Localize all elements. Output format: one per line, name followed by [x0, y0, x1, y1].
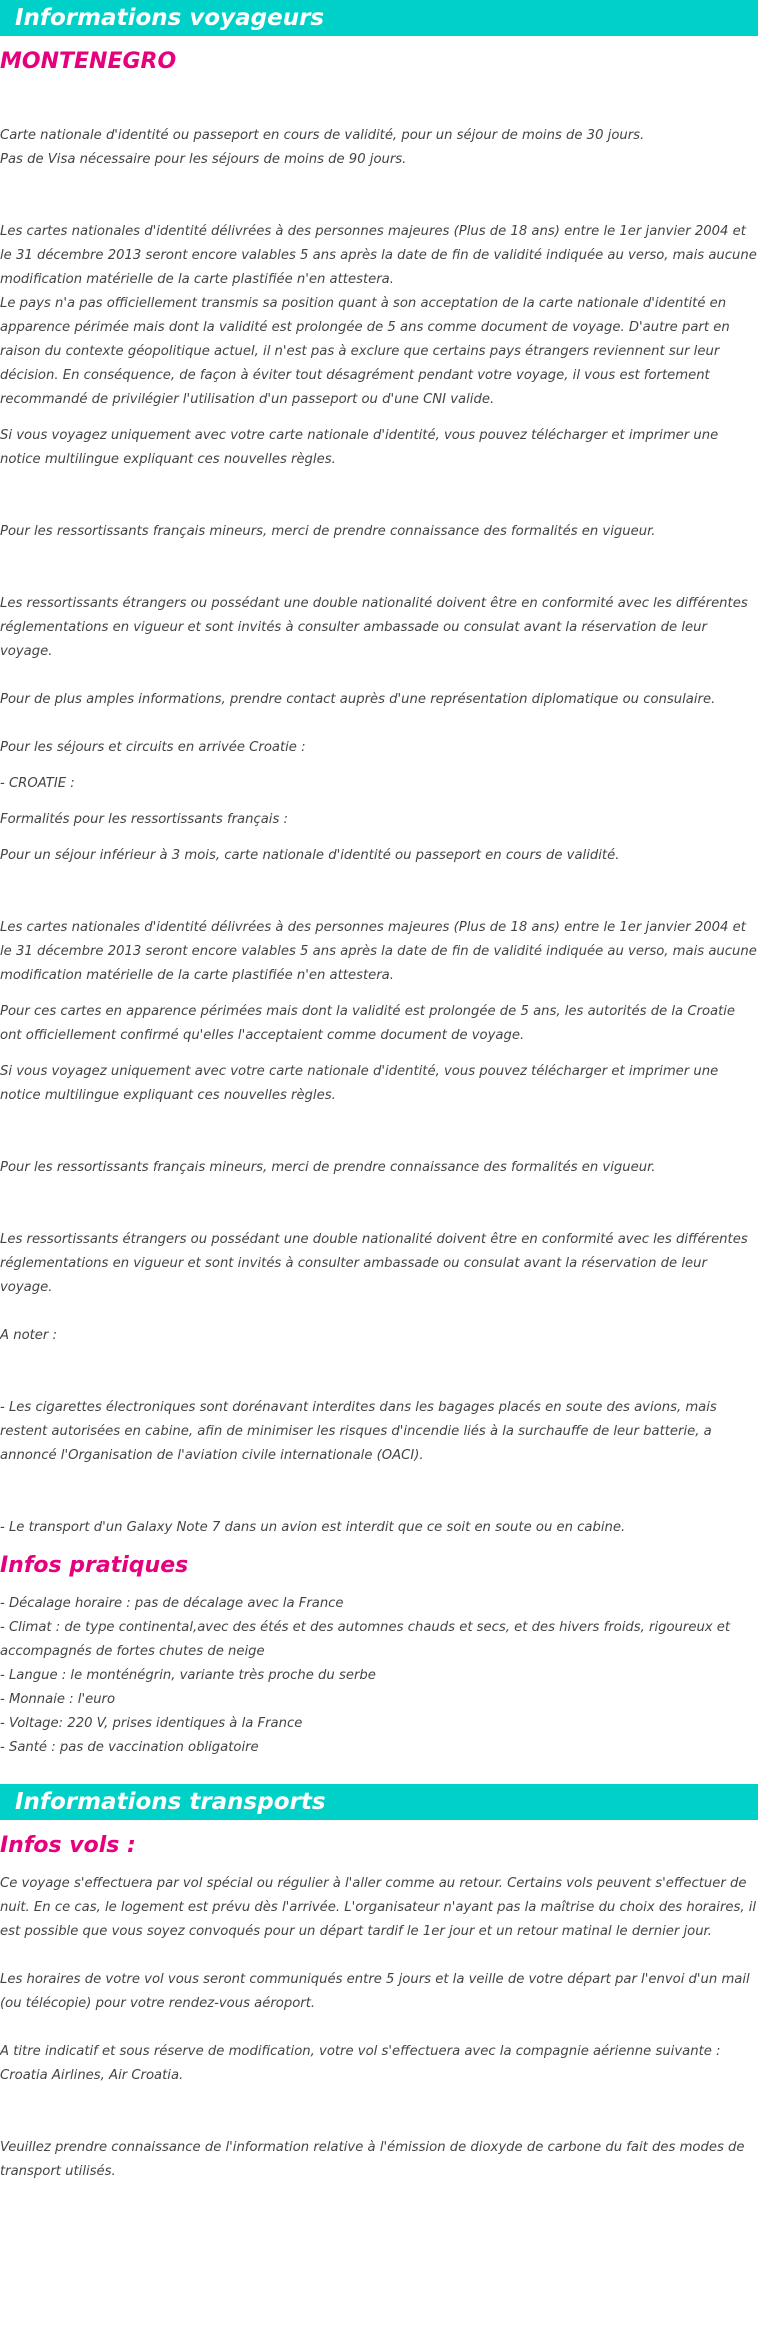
paragraph: Ce voyage s'effectuera par vol spécial ou régulier à l'aller comme au retour. Certains vols peuvent s'effectuer de nuit. En ce cas, le logement est prévu dès l'arrivée. L'organisateur n'ayant pas la maîtrise du choix des horaires, il est possible que vous soyez convoqués pour un départ tardif le 1er jour et un retour matinal le dernier jour. [0, 1876, 757, 1939]
paragraph: - Les cigarettes électroniques sont dorénavant interdites dans les bagages placés en soute des avions, mais restent autorisées en cabine, afin de minimiser les risques d'incendie liés à la surchauffe de leur batterie, a annoncé l'Organisation de l'aviation civile internationale (OACI). [0, 1400, 717, 1463]
list-item: - Monnaie : l'euro [0, 1692, 116, 1707]
paragraph: Pour de plus amples informations, prendre contact auprès d'une représentation diplomatique ou consulaire. [0, 692, 716, 707]
list-item: - Langue : le monténégrin, variante très proche du serbe [0, 1668, 376, 1683]
voyageurs-banner: Informations voyageurs [0, 0, 758, 36]
paragraph: Veuillez prendre connaissance de l'information relative à l'émission de dioxyde de carbone du fait des modes de transport utilisés. [0, 2140, 745, 2179]
country-heading: MONTENEGRO [0, 49, 177, 74]
list-item: - Santé : pas de vaccination obligatoire [0, 1740, 259, 1755]
paragraph: Pour les ressortissants français mineurs, merci de prendre connaissance des formalités en vigueur. [0, 1160, 656, 1175]
paragraph: Les ressortissants étrangers ou possédant une double nationalité doivent être en conformité avec les différentes réglementations en vigueur et sont invités à consulter ambassade ou consulat avant la réservation de leur voyage. [0, 1232, 748, 1295]
paragraph: Carte nationale d'identité ou passeport en cours de validité, pour un séjour de moins de 30 jours. Pas de Visa nécessaire pour les séjours de moins de 90 jours. [0, 128, 645, 167]
infos-pratiques-heading: Infos pratiques [0, 1553, 189, 1578]
paragraph: Si vous voyagez uniquement avec votre carte nationale d'identité, vous pouvez télécharger et imprimer une notice multilingue expliquant ces nouvelles règles. [0, 1064, 719, 1103]
paragraph: - Le transport d'un Galaxy Note 7 dans un avion est interdit que ce soit en soute ou en cabine. [0, 1520, 626, 1535]
paragraph: - CROATIE : [0, 776, 75, 791]
paragraph: Les ressortissants étrangers ou possédant une double nationalité doivent être en conformité avec les différentes réglementations en vigueur et sont invités à consulter ambassade ou consulat avant la réservation de leur voyage. [0, 596, 748, 659]
paragraph: Les horaires de votre vol vous seront communiqués entre 5 jours et la veille de votre départ par l'envoi d'un mail (ou télécopie) pour votre rendez-vous aéroport. [0, 1972, 750, 2011]
transports-banner: Informations transports [0, 1784, 758, 1820]
paragraph: Pour les séjours et circuits en arrivée Croatie : [0, 740, 306, 755]
paragraph: Si vous voyagez uniquement avec votre carte nationale d'identité, vous pouvez télécharger et imprimer une notice multilingue expliquant ces nouvelles règles. [0, 428, 719, 467]
paragraph: Pour les ressortissants français mineurs, merci de prendre connaissance des formalités en vigueur. [0, 524, 656, 539]
list-item: - Décalage horaire : pas de décalage avec la France [0, 1596, 344, 1611]
paragraph: Pour ces cartes en apparence périmées mais dont la validité est prolongée de 5 ans, les autorités de la Croatie ont officiellement confirmé qu'elles l'acceptaient comme document de voyage. [0, 1004, 736, 1043]
list-item: - Voltage: 220 V, prises identiques à la France [0, 1716, 303, 1731]
paragraph: A noter : [0, 1328, 57, 1343]
paragraph: Les cartes nationales d'identité délivrées à des personnes majeures (Plus de 18 ans) entre le 1er janvier 2004 et le 31 décembre 2013 seront encore valables 5 ans après la date de fin de validité indiquée au verso, mais aucune modification matérielle de la carte plastifiée n'en attestera. Le pays n'a pas officiellement transmis sa position quant à son acceptation de la carte nationale d'identité en apparence périmée mais dont la validité est prolongée de 5 ans comme document de voyage. D'autre part en raison du contexte géopolitique actuel, il n'est pas à exclure que certains pays étrangers reviennent sur leur décision. En conséquence, de façon à éviter tout désagrément pendant votre voyage, il vous est fortement recommandé de privilégier l'utilisation d'un passeport ou d'une CNI valide. [0, 224, 757, 407]
paragraph: Pour un séjour inférieur à 3 mois, carte nationale d'identité ou passeport en cours de validité. [0, 848, 620, 863]
paragraph: Les cartes nationales d'identité délivrées à des personnes majeures (Plus de 18 ans) entre le 1er janvier 2004 et le 31 décembre 2013 seront encore valables 5 ans après la date de fin de validité indiquée au verso, mais aucune modification matérielle de la carte plastifiée n'en attestera. [0, 920, 757, 983]
infos-vols-heading: Infos vols : [0, 1833, 136, 1858]
paragraph: Formalités pour les ressortissants français : [0, 812, 288, 827]
paragraph: A titre indicatif et sous réserve de modification, votre vol s'effectuera avec la compagnie aérienne suivante : Croatia Airlines, Air Croatia. [0, 2044, 721, 2083]
list-item: - Climat : de type continental,avec des étés et des automnes chauds et secs, et des hivers froids, rigoureux et accompagnés de fortes chutes de neige [0, 1620, 731, 1659]
